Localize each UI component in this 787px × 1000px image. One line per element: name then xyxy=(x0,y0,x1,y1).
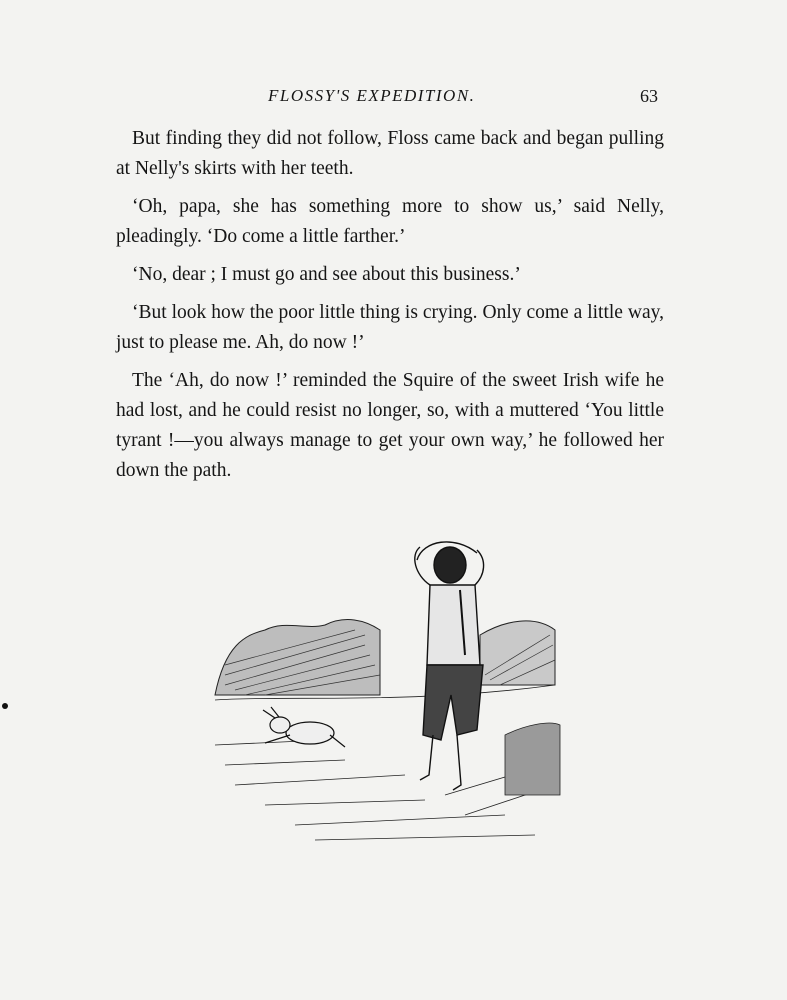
engraving-illustration xyxy=(205,535,565,855)
paragraph-3: ‘No, dear ; I must go and see about this business.’ xyxy=(132,264,521,285)
rabbit xyxy=(263,707,345,747)
running-header-title: FLOSSY'S EXPEDITION. xyxy=(268,86,476,105)
paragraph-2: ‘Oh, papa, she has something more to show us,’ said Nelly, pleadingly. ‘Do come a little farther.’ xyxy=(116,196,664,247)
trees xyxy=(215,620,555,695)
body-text xyxy=(116,124,664,494)
paragraph-4: ‘But look how the poor little thing is crying. Only come a little way, just to please me. Ah, do now !’ xyxy=(116,302,664,353)
paragraph-5: The ‘Ah, do now !’ reminded the Squire of the sweet Irish wife he had lost, and he could resist no longer, so, with a muttered ‘You little tyrant !—you always manage to get your own way,’ he followed her down the path. xyxy=(116,370,664,481)
margin-mark xyxy=(2,703,8,709)
ground xyxy=(215,685,560,840)
boy-figure xyxy=(415,542,484,790)
page-number: 63 xyxy=(640,86,658,106)
paragraph-1: But finding they did not follow, Floss came back and began pulling at Nelly's skirts with her teeth. xyxy=(116,128,664,179)
